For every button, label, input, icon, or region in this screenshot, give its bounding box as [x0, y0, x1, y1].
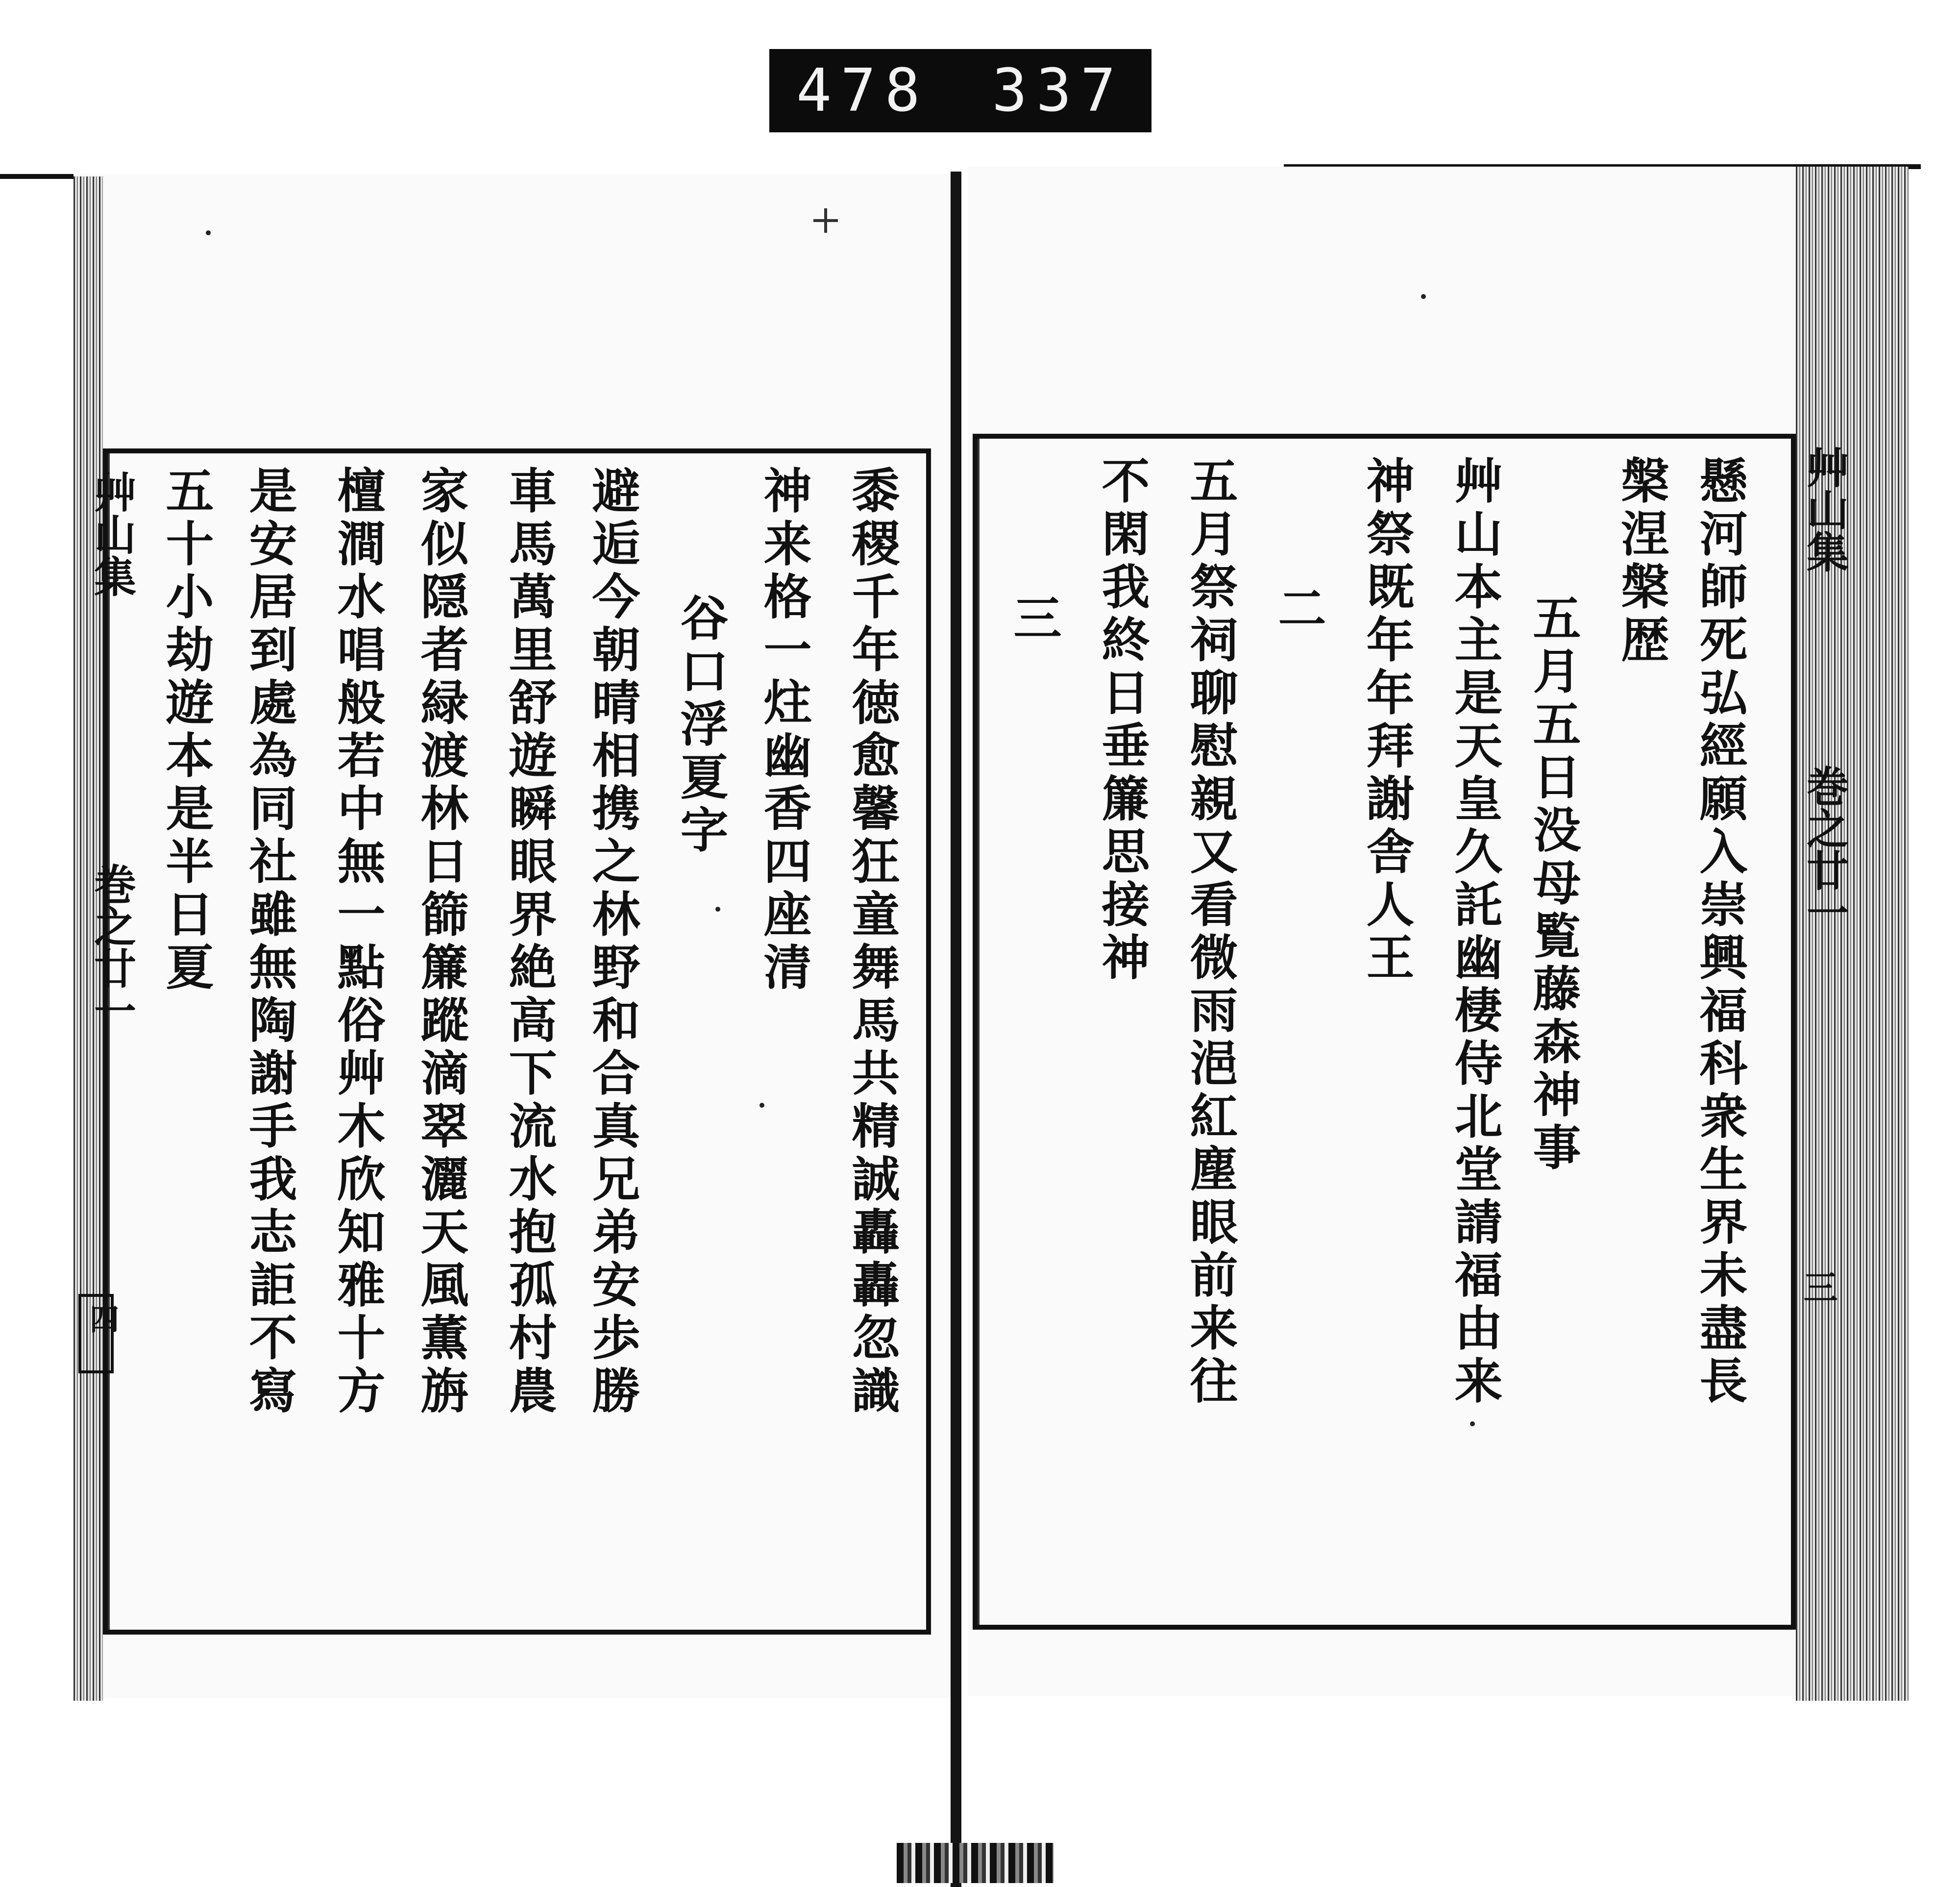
right-margin-volume: 巻之廿一: [1799, 765, 1849, 933]
text-column: 神祭既年年拜謝舎人王: [1358, 456, 1415, 985]
text-column: 不閑我終日垂簾思接神: [1094, 456, 1150, 985]
text-column: 家似隠者緑渡林日篩簾蹤滴翠灑天風薫旃: [413, 466, 469, 1418]
poem-title: 谷口浮夏字: [672, 593, 729, 858]
right-page-edge: [1796, 167, 1909, 1701]
text-column: 車馬萬里舒遊瞬眼界絶高下流水抱孤村農: [501, 466, 557, 1418]
book-gutter: [951, 172, 961, 1887]
accession-number-strip: [769, 49, 1152, 132]
left-margin-folio: 四: [85, 1304, 119, 1333]
scan-speck: [1470, 1421, 1475, 1426]
text-column: 檀澗水唱般若中無一點俗艸木欣知雅十方: [329, 466, 386, 1418]
text-column: 黍稷千年徳愈馨狂童舞馬共精誠轟轟忽識: [844, 466, 900, 1418]
text-column: 懸河師死弘經願入崇興福科衆生界未盡長: [1691, 456, 1748, 1409]
left-margin-title: 艸山集: [87, 471, 136, 597]
text-column: 是安居到處為同社雖無陶謝手我志詎不寫: [241, 466, 297, 1418]
poem-number: 三: [1005, 593, 1062, 646]
right-margin-title: 艸山集: [1799, 446, 1849, 572]
poem-number: 二: [1270, 583, 1326, 636]
scan-speck: [206, 230, 211, 235]
scan-footer-strip: [897, 1843, 1054, 1883]
accession-number-right: 337: [992, 56, 1125, 125]
text-column: 五十小劫遊本是半日夏: [158, 466, 214, 995]
text-column: 五月祭祠聊慰親又看微雨浥紅塵眼前来往: [1182, 456, 1238, 1409]
scan-speck: [715, 907, 720, 912]
text-column: 槃涅槃歴: [1613, 456, 1669, 668]
text-column: 避逅今朝晴相携之林野和合真兄弟安歩勝: [584, 466, 640, 1418]
scan-speck: [760, 1103, 764, 1108]
text-column: 五月五日没母覧藤森神事: [1525, 593, 1581, 1175]
text-column: 艸山本主是天皇久託幽棲侍北堂請福由来: [1446, 456, 1503, 1409]
accession-number-left: 478: [796, 56, 929, 125]
text-column: 神来格一炷幽香四座清: [756, 466, 812, 995]
scan-speck: [1421, 294, 1426, 299]
left-margin-volume: 巻之廿一: [87, 863, 136, 1031]
right-margin-folio: 三: [1798, 1269, 1838, 1304]
corner-mark-icon: [811, 206, 840, 235]
